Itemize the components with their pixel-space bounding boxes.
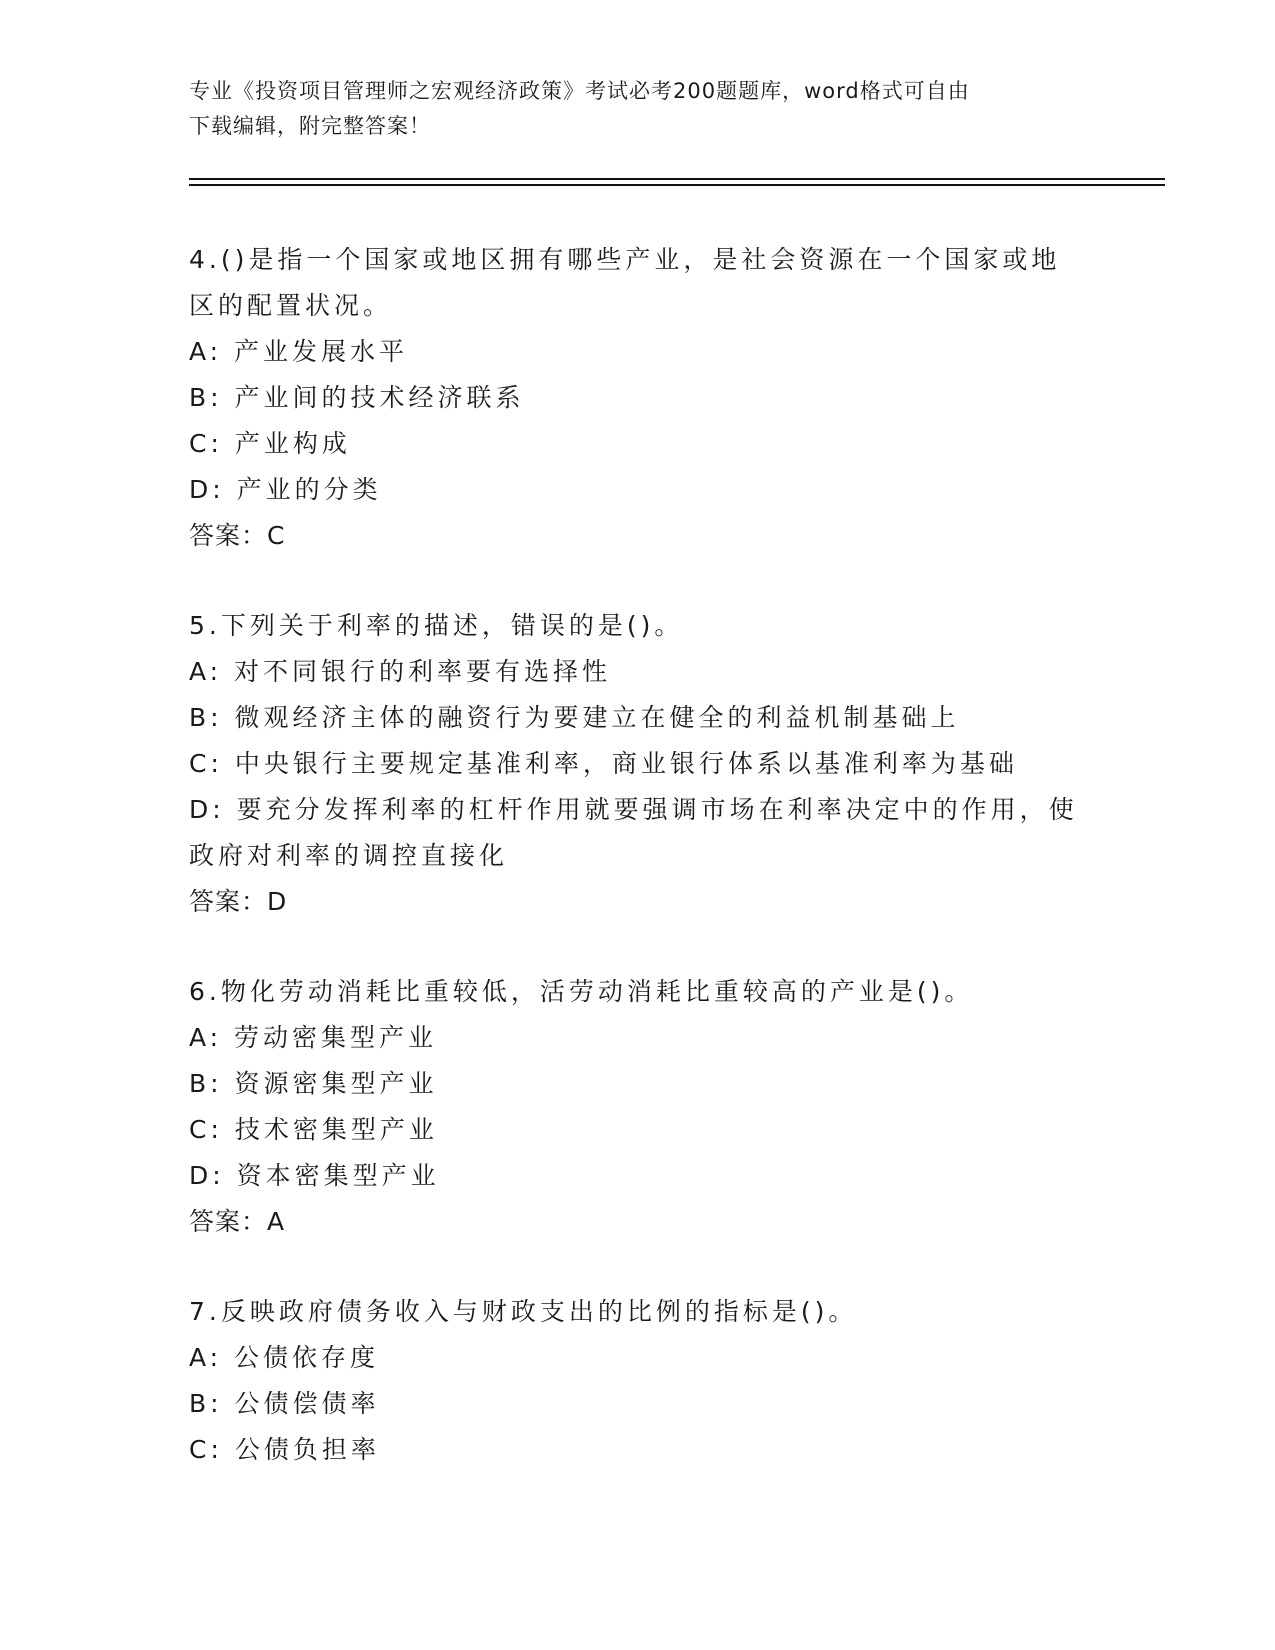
option-a: A: 公债依存度 xyxy=(189,1343,380,1372)
header-divider-bottom xyxy=(189,184,1165,186)
answer-label: 答案：A xyxy=(189,1207,286,1236)
option-b: B: 微观经济主体的融资行为要建立在健全的利益机制基础上 xyxy=(189,703,960,732)
option-c: C: 产业构成 xyxy=(189,429,351,458)
option-a: A: 产业发展水平 xyxy=(189,337,409,366)
question-stem-line: 4.()是指一个国家或地区拥有哪些产业，是社会资源在一个国家或地 xyxy=(189,245,1061,274)
question-6 xyxy=(189,969,1089,1245)
option-a: A: 对不同银行的利率要有选择性 xyxy=(189,657,612,686)
option-b: B: 公债偿债率 xyxy=(189,1389,380,1418)
option-c: C: 公债负担率 xyxy=(189,1435,380,1464)
document-header xyxy=(189,74,1089,144)
answer-label: 答案：C xyxy=(189,521,286,550)
answer-label: 答案：D xyxy=(189,887,288,916)
question-stem-line: 7.反映政府债务收入与财政支出的比例的指标是()。 xyxy=(189,1297,858,1326)
question-4 xyxy=(189,237,1089,559)
option-c: C: 中央银行主要规定基准利率，商业银行体系以基准利率为基础 xyxy=(189,749,1018,778)
option-c: C: 技术密集型产业 xyxy=(189,1115,438,1144)
question-stem-line: 5.下列关于利率的描述，错误的是()。 xyxy=(189,611,684,640)
option-d-continued: 政府对利率的调控直接化 xyxy=(189,841,509,870)
option-d: D: 要充分发挥利率的杠杆作用就要强调市场在利率决定中的作用，使 xyxy=(189,795,1078,824)
question-list xyxy=(189,237,1089,1517)
question-stem-line: 区的配置状况。 xyxy=(189,291,393,320)
option-b: B: 产业间的技术经济联系 xyxy=(189,383,525,412)
option-d: D: 资本密集型产业 xyxy=(189,1161,440,1190)
question-5 xyxy=(189,603,1089,925)
header-intro-line-2: 下载编辑，附完整答案！ xyxy=(189,114,431,138)
header-divider-top xyxy=(189,178,1165,180)
question-7 xyxy=(189,1289,1089,1473)
option-a: A: 劳动密集型产业 xyxy=(189,1023,438,1052)
option-d: D: 产业的分类 xyxy=(189,475,382,504)
header-intro-line-1: 专业《投资项目管理师之宏观经济政策》考试必考200题题库，word格式可自由 xyxy=(189,79,970,103)
question-stem-line: 6.物化劳动消耗比重较低，活劳动消耗比重较高的产业是()。 xyxy=(189,977,974,1006)
option-b: B: 资源密集型产业 xyxy=(189,1069,438,1098)
